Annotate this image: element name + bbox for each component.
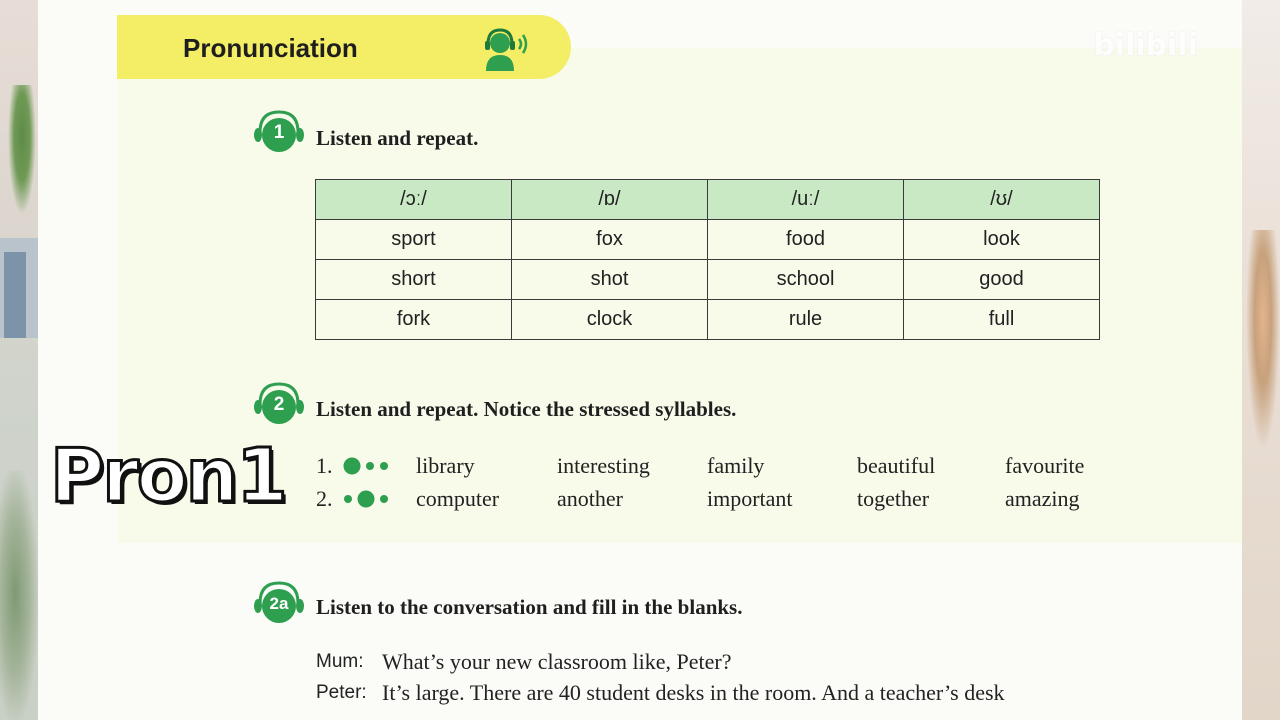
table-row	[316, 300, 1100, 340]
video-watermark: bilibili	[1093, 28, 1198, 63]
flowers-decor	[1246, 230, 1280, 450]
table-cell: short	[316, 260, 512, 300]
row-number: 2.	[316, 486, 333, 511]
table-cell: rule	[708, 300, 904, 340]
dialog-text: It’s large. There are 40 student desks in the room. And a teacher’s desk	[382, 680, 1005, 705]
section-title: Pronunciation	[183, 33, 358, 63]
table-header-cell: /ɒ/	[512, 180, 708, 220]
table-header-cell: /uː/	[708, 180, 904, 220]
plant-decor	[8, 85, 36, 215]
textbook-page	[38, 0, 1242, 720]
table-cell: fox	[512, 220, 708, 260]
table-cell: sport	[316, 220, 512, 260]
stress-pattern-icon	[342, 489, 398, 509]
word: important	[707, 486, 793, 511]
speaker-label: Peter:	[316, 682, 367, 703]
phoneme-table	[315, 179, 1100, 340]
table-row	[316, 260, 1100, 300]
word: amazing	[1005, 486, 1080, 511]
table-cell: school	[708, 260, 904, 300]
table-row	[316, 220, 1100, 260]
left-background-decor	[0, 0, 38, 720]
exercise-2a-instruction: Listen to the conversation and fill in the blanks.	[316, 595, 743, 619]
book-decor	[4, 252, 26, 338]
plant-decor	[0, 470, 38, 720]
table-cell: food	[708, 220, 904, 260]
table-header-row	[316, 180, 1100, 220]
speaker-label: Mum:	[316, 651, 364, 672]
word: library	[416, 453, 475, 478]
table-cell: clock	[512, 300, 708, 340]
word: together	[857, 486, 930, 511]
exercise-1-instruction: Listen and repeat.	[316, 126, 479, 150]
exercise-1-number: 1	[273, 122, 285, 143]
table-cell: good	[904, 260, 1100, 300]
word: computer	[416, 486, 500, 511]
exercise-2-number: 2	[273, 394, 285, 415]
word: family	[707, 453, 765, 478]
overlay-caption: Pron1	[50, 433, 286, 519]
headset-icon	[478, 27, 530, 71]
word: favourite	[1005, 453, 1085, 478]
exercise-2a-number: 2a	[269, 594, 289, 613]
exercise-2a-badge[interactable]	[252, 577, 306, 631]
dialog-text: What’s your new classroom like, Peter?	[382, 649, 732, 674]
word: beautiful	[857, 453, 936, 478]
table-header-cell: /ʊ/	[904, 180, 1100, 220]
table-cell: fork	[316, 300, 512, 340]
table-cell: shot	[512, 260, 708, 300]
exercise-2-instruction: Listen and repeat. Notice the stressed syllables.	[316, 397, 737, 421]
table-cell: look	[904, 220, 1100, 260]
exercise-2-badge[interactable]	[252, 378, 306, 432]
exercise-1-badge[interactable]	[252, 106, 306, 160]
word: another	[557, 486, 623, 511]
table-cell: full	[904, 300, 1100, 340]
table-header-cell: /ɔː/	[316, 180, 512, 220]
stress-pattern-icon	[342, 456, 398, 476]
word: interesting	[557, 453, 650, 478]
right-background-decor	[1242, 0, 1280, 720]
row-number: 1.	[316, 453, 333, 478]
